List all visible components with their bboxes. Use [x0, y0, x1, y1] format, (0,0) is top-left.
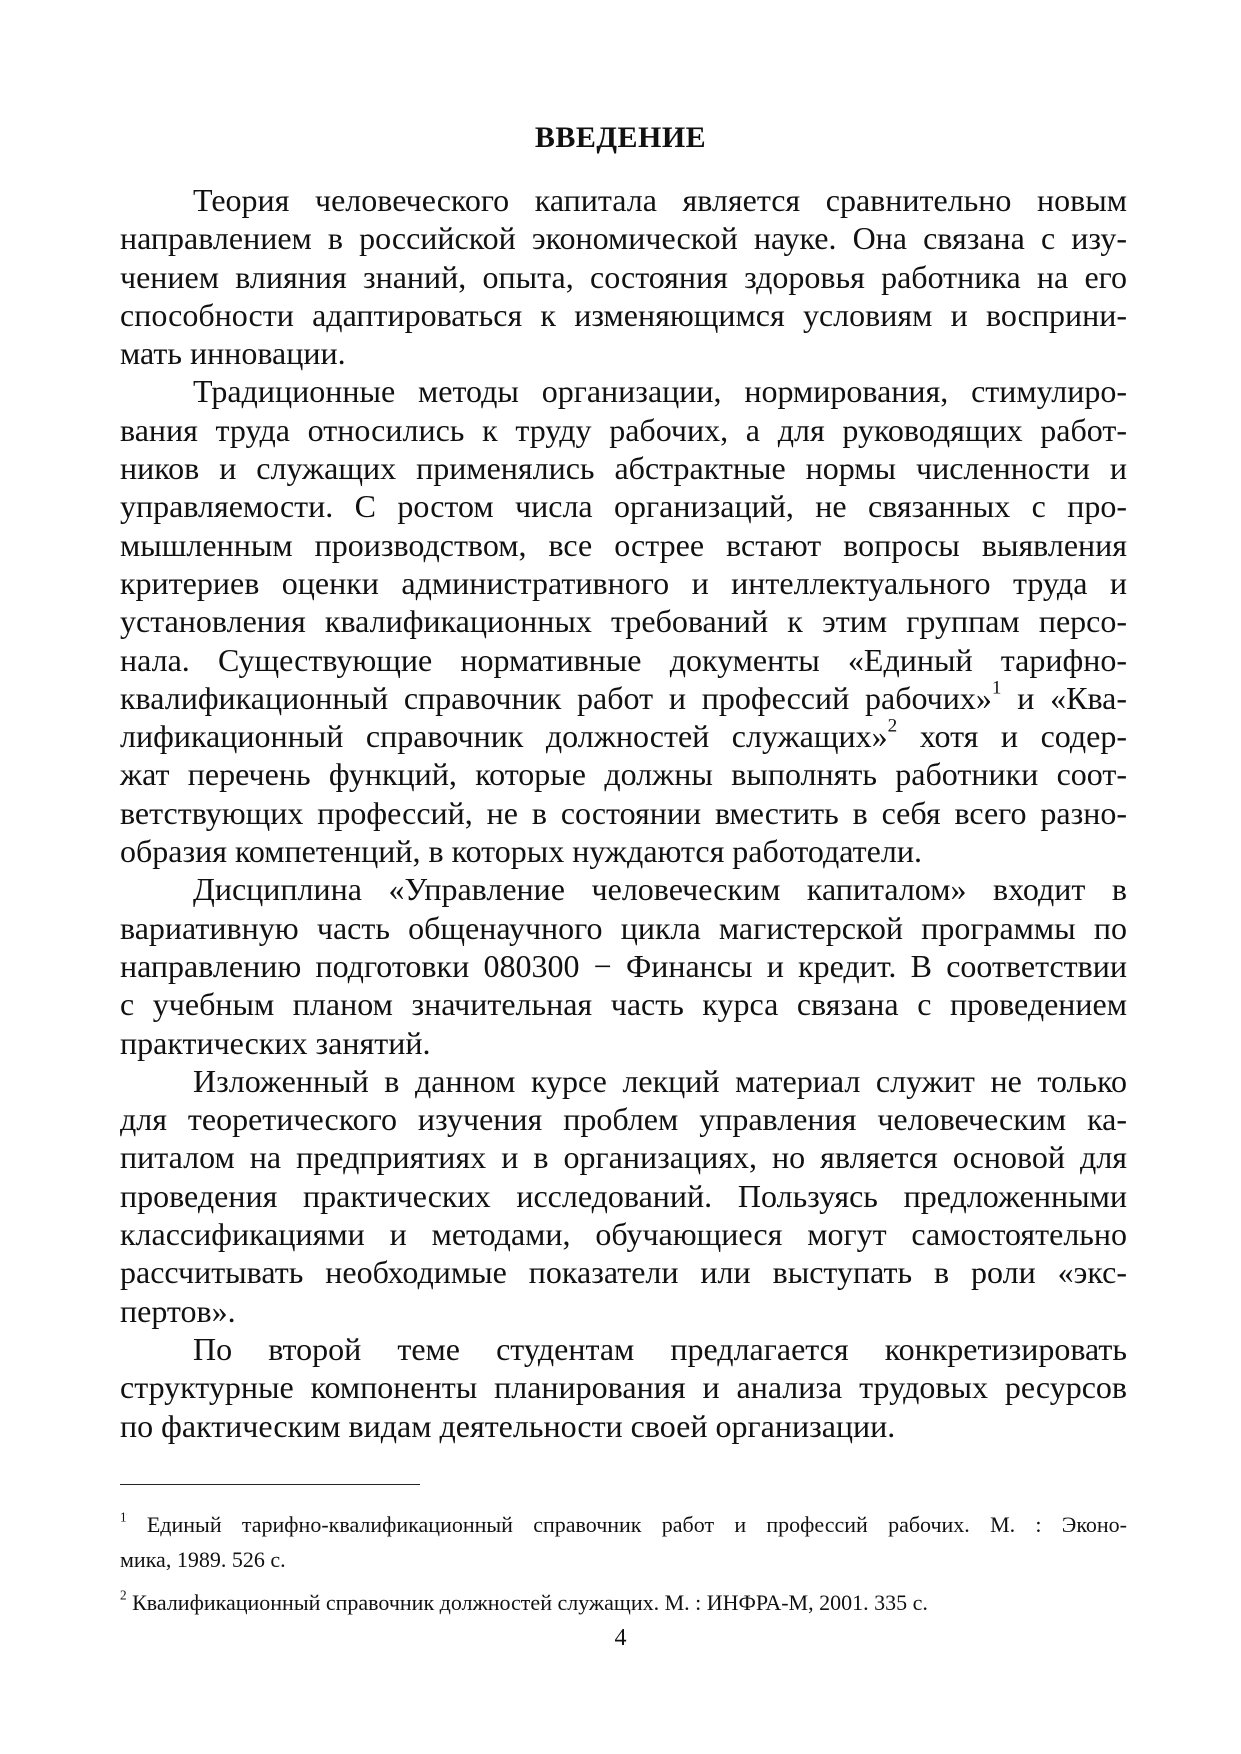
footnotes: [120, 1507, 1127, 1620]
footnote-text: Единый тарифно-квалификационный справочник работ и профессий рабочих. М. : Эконо-: [126, 1512, 1127, 1537]
text-line-content: Дисциплина «Управление человеческим капиталом» входит в: [193, 871, 1127, 908]
text-line-content: вания труда относились к труду рабочих, а для руководящих работ-: [120, 411, 1127, 448]
text-line-content: квалификационный справочник работ и профессий рабочих»: [120, 679, 992, 716]
text-line: [120, 794, 1127, 832]
text-line: [120, 219, 1127, 257]
text-line-content: установления квалификационных требований к этим группам персо-: [120, 603, 1127, 640]
text-line-content: управляемости. С ростом числа организаций, не связанных с про-: [120, 488, 1127, 525]
text-line: [120, 947, 1127, 985]
text-line: [120, 1368, 1127, 1406]
text-line-content: ников и служащих применялись абстрактные нормы численности и: [120, 450, 1127, 487]
text-line-content: направлению подготовки 080300 − Финансы и кредит. В соответствии: [120, 947, 1127, 984]
text-line-content: нала. Существующие нормативные документы «Единый тарифно-: [120, 641, 1127, 678]
text-line-content: мышленным производством, все острее встают вопросы выявления: [120, 526, 1127, 563]
text-line: [120, 1407, 1127, 1445]
text-line: [120, 1024, 1127, 1062]
text-line-content: структурные компоненты планирования и анализа трудовых ресурсов: [120, 1369, 1127, 1406]
text-line: [120, 1253, 1127, 1291]
text-line-content: Традиционные методы организации, нормирования, стимулиро-: [193, 373, 1127, 410]
text-line: [120, 1177, 1127, 1215]
footnote-line: [120, 1507, 1127, 1542]
text-line-content: с учебным планом значительная часть курса связана с проведением: [120, 986, 1127, 1023]
text-line: [120, 1330, 1127, 1368]
text-line-content: По второй теме студентам предлагается конкретизировать: [193, 1330, 1127, 1367]
text-line: [120, 679, 1127, 717]
text-line: [120, 487, 1127, 525]
footnote-mark: 1: [120, 1509, 127, 1525]
text-line-content: по фактическим видам деятельности своей организации.: [120, 1407, 896, 1444]
text-line: [120, 832, 1127, 870]
text-line: [120, 411, 1127, 449]
text-line-content: лификационный справочник должностей служащих»: [120, 718, 888, 755]
text-line-content: мать инновации.: [120, 335, 346, 372]
text-line: [120, 372, 1127, 410]
text-line: [120, 296, 1127, 334]
footnote-line: [120, 1542, 1127, 1577]
text-line: [120, 755, 1127, 793]
text-line: [120, 641, 1127, 679]
text-line: [120, 1215, 1127, 1253]
text-line-continuation: хотя и содер-: [897, 718, 1127, 755]
text-line: [120, 870, 1127, 908]
text-line: [120, 258, 1127, 296]
footnote-line: [120, 1585, 1127, 1620]
text-line-content: пертов».: [120, 1292, 236, 1329]
text-line-content: направлением в российской экономической науке. Она связана с изу-: [120, 220, 1127, 257]
footnote-divider: [120, 1484, 420, 1485]
text-line-content: проведения практических исследований. Пользуясь предложенными: [120, 1177, 1127, 1214]
text-line: [120, 909, 1127, 947]
footnote-reference: 1: [991, 677, 1002, 699]
text-line: [120, 1138, 1127, 1176]
text-line-content: Теория человеческого капитала является сравнительно новым: [193, 182, 1127, 218]
text-line-content: Изложенный в данном курсе лекций материал служит не только: [193, 1062, 1127, 1099]
text-line-content: ветствующих профессий, не в состоянии вместить в себя всего разно-: [120, 794, 1127, 831]
text-line: [120, 526, 1127, 564]
text-line-content: жат перечень функций, которые должны выполнять работники соот-: [120, 756, 1127, 793]
body-text: [120, 181, 1127, 1445]
page-number: 4: [614, 1625, 627, 1651]
text-line-content: вариативную часть общенаучного цикла магистерской программы по: [120, 909, 1127, 946]
text-line-continuation: и «Ква-: [1001, 679, 1128, 716]
text-line-content: для теоретического изучения проблем управления человеческим ка-: [120, 1101, 1127, 1138]
text-line-content: питалом на предприятиях и в организациях, но является основой для: [120, 1139, 1127, 1176]
text-line: [120, 449, 1127, 487]
text-line-content: критериев оценки административного и интеллектуального труда и: [120, 564, 1127, 601]
footnote-text: Квалификационный справочник должностей служащих. М. : ИНФРА-М, 2001. 335 с.: [126, 1590, 928, 1615]
text-line: [120, 334, 1127, 372]
text-line: [120, 985, 1127, 1023]
text-line: [120, 602, 1127, 640]
text-line: [120, 1062, 1127, 1100]
text-line-content: практических занятий.: [120, 1024, 431, 1061]
text-line-content: рассчитывать необходимые показатели или выступать в роли «экс-: [120, 1254, 1127, 1291]
text-line-content: чением влияния знаний, опыта, состояния здоровья работника на его: [120, 258, 1127, 295]
text-line-content: классификациями и методами, обучающиеся могут самостоятельно: [120, 1216, 1127, 1253]
page-title: ВВЕДЕНИЕ: [534, 121, 707, 154]
text-line: [120, 717, 1127, 755]
text-line: [120, 564, 1127, 602]
text-line-content: образия компетенций, в которых нуждаются работодатели.: [120, 833, 922, 870]
text-line: [120, 1292, 1127, 1330]
text-line: [120, 1100, 1127, 1138]
footnote-mark: 2: [120, 1587, 127, 1603]
footnote-reference: 2: [887, 715, 898, 737]
footnote-text: мика, 1989. 526 с.: [120, 1547, 286, 1572]
text-line-content: способности адаптироваться к изменяющимся условиям и восприни-: [120, 296, 1127, 333]
text-line: [120, 181, 1127, 219]
